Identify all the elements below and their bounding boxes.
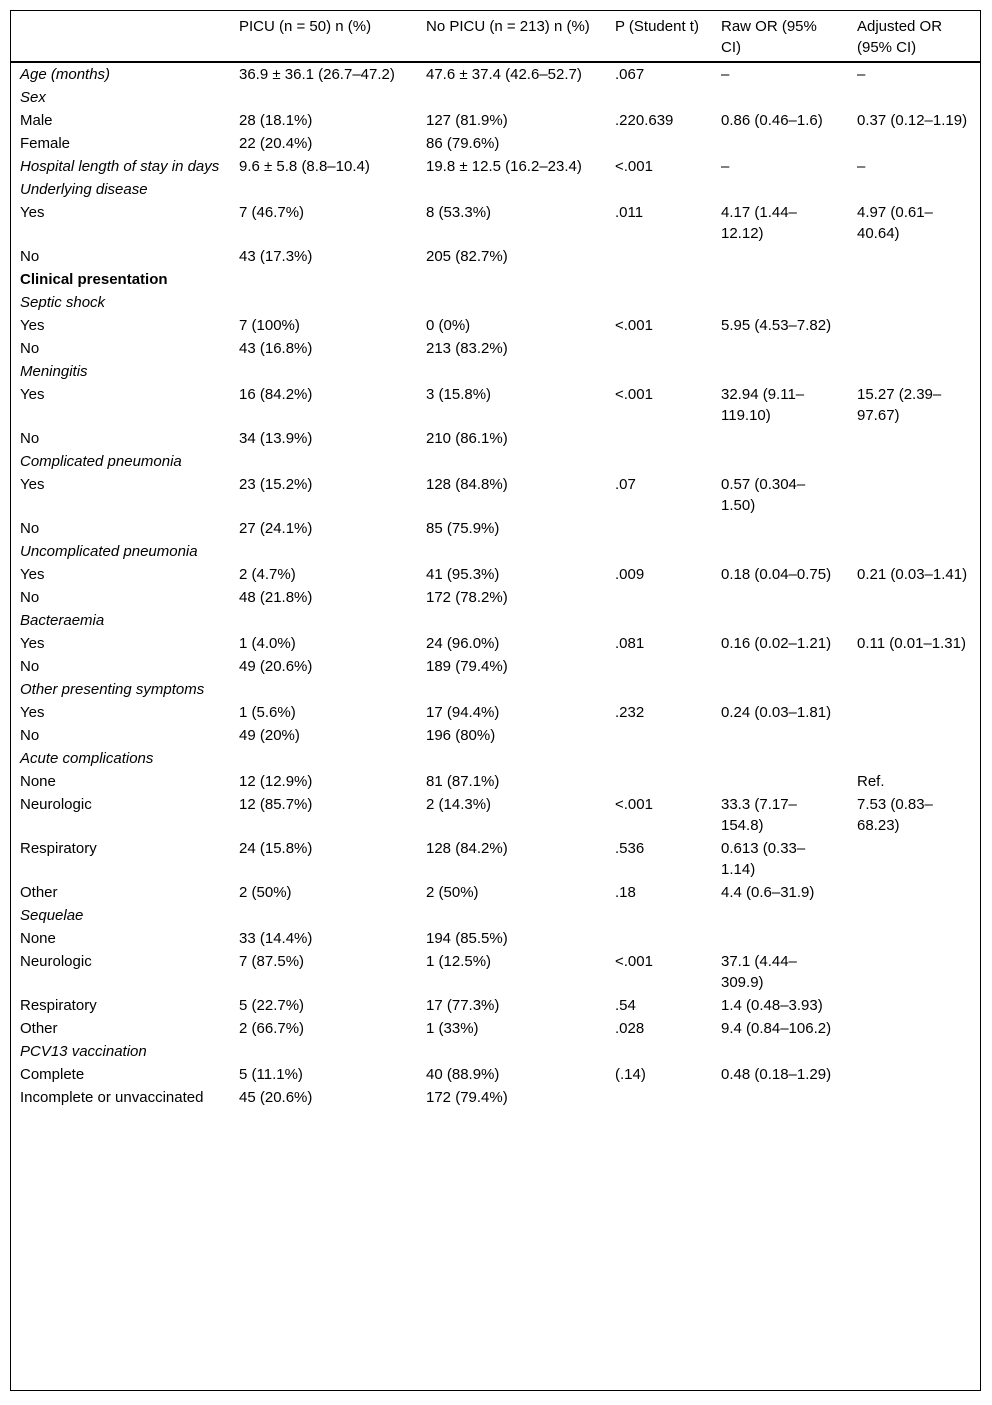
cell-picu bbox=[229, 1040, 416, 1063]
row-label: No bbox=[20, 340, 40, 357]
cell-raw-or: 0.86 (0.46–1.6) bbox=[721, 112, 823, 129]
cell-raw-or: 0.18 (0.04–0.75) bbox=[721, 566, 832, 583]
row-label: Other bbox=[20, 884, 58, 901]
cell-adjusted-or bbox=[847, 724, 981, 747]
cell-no-picu: 210 (86.1%) bbox=[426, 430, 508, 447]
row-label: Incomplete or unvaccinated bbox=[20, 1089, 204, 1106]
cell-picu: 2 (50%) bbox=[239, 884, 292, 901]
row-label: Complete bbox=[20, 1066, 85, 1083]
table-row bbox=[10, 268, 981, 291]
row-label: Complicated pneumonia bbox=[20, 453, 182, 470]
cell-picu bbox=[229, 904, 416, 927]
cell-raw-or bbox=[711, 360, 847, 383]
table-row bbox=[10, 1086, 981, 1109]
row-label: Sequelae bbox=[20, 907, 84, 924]
table-row bbox=[10, 383, 981, 427]
table-row bbox=[10, 245, 981, 268]
cell-p-value bbox=[605, 1086, 711, 1109]
cell-raw-or bbox=[711, 770, 847, 793]
cell-adjusted-or bbox=[847, 132, 981, 155]
table-row bbox=[10, 994, 981, 1017]
row-label: Clinical presentation bbox=[20, 271, 168, 288]
cell-adjusted-or bbox=[847, 837, 981, 881]
cell-no-picu bbox=[416, 747, 605, 770]
row-label: Neurologic bbox=[20, 796, 92, 813]
cell-raw-or bbox=[711, 517, 847, 540]
row-label: No bbox=[20, 430, 40, 447]
cell-adjusted-or bbox=[847, 473, 981, 517]
cell-adjusted-or bbox=[847, 360, 981, 383]
row-label: Yes bbox=[20, 476, 45, 493]
row-label: Age (months) bbox=[20, 66, 111, 83]
cell-adjusted-or bbox=[847, 1063, 981, 1086]
cell-p-value: <.001 bbox=[615, 386, 653, 403]
cell-picu: 1 (5.6%) bbox=[239, 704, 296, 721]
cell-no-picu bbox=[416, 360, 605, 383]
cell-adjusted-or bbox=[847, 450, 981, 473]
cell-picu bbox=[229, 540, 416, 563]
cell-p-value: .232 bbox=[615, 704, 645, 721]
cell-raw-or bbox=[711, 132, 847, 155]
row-label: Yes bbox=[20, 204, 45, 221]
table-row bbox=[10, 655, 981, 678]
cell-adjusted-or bbox=[847, 245, 981, 268]
cell-adjusted-or bbox=[847, 994, 981, 1017]
cell-no-picu bbox=[416, 86, 605, 109]
cell-picu bbox=[229, 268, 416, 291]
cell-adjusted-or: Ref. bbox=[857, 773, 885, 790]
cell-raw-or: 0.48 (0.18–1.29) bbox=[721, 1066, 832, 1083]
cell-no-picu bbox=[416, 540, 605, 563]
cell-picu: 7 (46.7%) bbox=[239, 204, 305, 221]
cell-raw-or bbox=[711, 904, 847, 927]
cell-no-picu: 81 (87.1%) bbox=[426, 773, 500, 790]
row-label: Yes bbox=[20, 566, 45, 583]
cell-p-value: .009 bbox=[615, 566, 645, 583]
cell-adjusted-or bbox=[847, 609, 981, 632]
table-row bbox=[10, 724, 981, 747]
cell-no-picu: 194 (85.5%) bbox=[426, 930, 508, 947]
cell-picu bbox=[229, 450, 416, 473]
cell-p-value bbox=[605, 586, 711, 609]
cell-no-picu: 85 (75.9%) bbox=[426, 520, 500, 537]
cell-picu bbox=[229, 678, 416, 701]
row-label: Acute complications bbox=[20, 750, 154, 767]
cell-no-picu: 19.8 ± 12.5 (16.2–23.4) bbox=[426, 158, 582, 175]
row-label: No bbox=[20, 727, 40, 744]
cell-p-value bbox=[605, 517, 711, 540]
row-label: No bbox=[20, 248, 40, 265]
cell-no-picu: 47.6 ± 37.4 (42.6–52.7) bbox=[426, 66, 582, 83]
header-blank bbox=[10, 10, 229, 62]
cell-adjusted-or: 15.27 (2.39–97.67) bbox=[857, 386, 942, 424]
cell-adjusted-or bbox=[847, 1086, 981, 1109]
table-row bbox=[10, 563, 981, 586]
cell-no-picu bbox=[416, 1040, 605, 1063]
cell-p-value bbox=[605, 904, 711, 927]
cell-raw-or: 1.4 (0.48–3.93) bbox=[721, 997, 823, 1014]
cell-adjusted-or: – bbox=[857, 158, 866, 175]
cell-adjusted-or bbox=[847, 427, 981, 450]
cell-p-value bbox=[605, 360, 711, 383]
cell-picu: 23 (15.2%) bbox=[239, 476, 313, 493]
row-label: Yes bbox=[20, 635, 45, 652]
cell-no-picu: 2 (50%) bbox=[426, 884, 479, 901]
cell-picu: 33 (14.4%) bbox=[239, 930, 313, 947]
cell-raw-or bbox=[711, 291, 847, 314]
cell-p-value: <.001 bbox=[615, 953, 653, 970]
cell-picu bbox=[229, 178, 416, 201]
table-row bbox=[10, 881, 981, 904]
row-label: Respiratory bbox=[20, 997, 97, 1014]
cell-p-value: .028 bbox=[615, 1020, 645, 1037]
cell-picu bbox=[229, 291, 416, 314]
cell-no-picu: 172 (78.2%) bbox=[426, 589, 508, 606]
cell-adjusted-or bbox=[847, 540, 981, 563]
cell-no-picu: 86 (79.6%) bbox=[426, 135, 500, 152]
table-row bbox=[10, 314, 981, 337]
cell-picu: 49 (20%) bbox=[239, 727, 300, 744]
table-row bbox=[10, 132, 981, 155]
cell-p-value: .07 bbox=[615, 476, 636, 493]
cell-p-value bbox=[605, 927, 711, 950]
cell-raw-or bbox=[711, 747, 847, 770]
row-label: Hospital length of stay in days bbox=[20, 158, 220, 175]
row-label: PCV13 vaccination bbox=[20, 1043, 147, 1060]
cell-picu: 43 (17.3%) bbox=[239, 248, 313, 265]
cell-p-value: .536 bbox=[615, 840, 645, 857]
cell-picu: 7 (100%) bbox=[239, 317, 300, 334]
table-row bbox=[10, 450, 981, 473]
cell-p-value bbox=[605, 747, 711, 770]
row-label: Yes bbox=[20, 317, 45, 334]
cell-raw-or: – bbox=[721, 66, 730, 83]
cell-no-picu: 1 (33%) bbox=[426, 1020, 479, 1037]
cell-p-value bbox=[605, 86, 711, 109]
cell-no-picu: 1 (12.5%) bbox=[426, 953, 492, 970]
cell-raw-or bbox=[711, 655, 847, 678]
table-row bbox=[10, 678, 981, 701]
cell-adjusted-or bbox=[847, 291, 981, 314]
cell-picu: 2 (66.7%) bbox=[239, 1020, 305, 1037]
cell-p-value bbox=[605, 268, 711, 291]
cell-adjusted-or: 0.11 (0.01–1.31) bbox=[857, 635, 966, 652]
cell-raw-or bbox=[711, 86, 847, 109]
cell-p-value bbox=[605, 245, 711, 268]
row-label: Other presenting symptoms bbox=[20, 681, 205, 698]
row-label: Female bbox=[20, 135, 71, 152]
table-row bbox=[10, 291, 981, 314]
row-label: Male bbox=[20, 112, 53, 129]
header-picu: PICU (n = 50) n (%) bbox=[229, 10, 416, 62]
cell-p-value bbox=[605, 609, 711, 632]
cell-no-picu: 172 (79.4%) bbox=[426, 1089, 508, 1106]
cell-adjusted-or bbox=[847, 1040, 981, 1063]
cell-adjusted-or: – bbox=[857, 66, 866, 83]
cell-no-picu bbox=[416, 678, 605, 701]
cell-picu: 16 (84.2%) bbox=[239, 386, 313, 403]
table-row bbox=[10, 201, 981, 245]
table-row bbox=[10, 178, 981, 201]
cell-adjusted-or bbox=[847, 586, 981, 609]
row-label: Respiratory bbox=[20, 840, 97, 857]
cell-p-value bbox=[605, 450, 711, 473]
cell-picu bbox=[229, 609, 416, 632]
cell-raw-or bbox=[711, 268, 847, 291]
cell-no-picu bbox=[416, 178, 605, 201]
row-label: Septic shock bbox=[20, 294, 106, 311]
cell-raw-or bbox=[711, 178, 847, 201]
cell-adjusted-or bbox=[847, 655, 981, 678]
cell-adjusted-or bbox=[847, 268, 981, 291]
cell-adjusted-or: 0.37 (0.12–1.19) bbox=[857, 112, 968, 129]
cell-no-picu: 40 (88.9%) bbox=[426, 1066, 500, 1083]
cell-adjusted-or bbox=[847, 747, 981, 770]
cell-p-value: (.14) bbox=[615, 1066, 646, 1083]
table-row bbox=[10, 586, 981, 609]
table-row bbox=[10, 540, 981, 563]
row-label: Other bbox=[20, 1020, 58, 1037]
table-row bbox=[10, 337, 981, 360]
cell-picu: 48 (21.8%) bbox=[239, 589, 313, 606]
cell-p-value bbox=[605, 678, 711, 701]
table-row bbox=[10, 360, 981, 383]
cell-p-value: <.001 bbox=[615, 317, 653, 334]
cell-no-picu bbox=[416, 268, 605, 291]
cell-raw-or bbox=[711, 609, 847, 632]
table-row bbox=[10, 632, 981, 655]
header-no-picu: No PICU (n = 213) n (%) bbox=[416, 10, 605, 62]
cell-raw-or bbox=[711, 586, 847, 609]
cell-raw-or: 4.17 (1.44–12.12) bbox=[721, 204, 797, 242]
cell-no-picu: 127 (81.9%) bbox=[426, 112, 508, 129]
row-label: Bacteraemia bbox=[20, 612, 105, 629]
cell-adjusted-or: 4.97 (0.61–40.64) bbox=[857, 204, 933, 242]
table-row bbox=[10, 517, 981, 540]
table-row bbox=[10, 770, 981, 793]
cell-p-value bbox=[605, 132, 711, 155]
cell-no-picu: 189 (79.4%) bbox=[426, 658, 508, 675]
cell-no-picu: 205 (82.7%) bbox=[426, 248, 508, 265]
cell-adjusted-or bbox=[847, 678, 981, 701]
cell-raw-or: 4.4 (0.6–31.9) bbox=[721, 884, 815, 901]
cell-adjusted-or bbox=[847, 86, 981, 109]
cell-p-value: .54 bbox=[615, 997, 636, 1014]
header-adjusted-or: Adjusted OR (95% CI) bbox=[847, 10, 981, 62]
cell-raw-or bbox=[711, 337, 847, 360]
cell-p-value bbox=[605, 655, 711, 678]
cell-adjusted-or bbox=[847, 701, 981, 724]
cell-picu: 5 (22.7%) bbox=[239, 997, 305, 1014]
row-label: None bbox=[20, 773, 56, 790]
cell-no-picu: 17 (94.4%) bbox=[426, 704, 500, 721]
cell-no-picu bbox=[416, 609, 605, 632]
table-row bbox=[10, 62, 981, 86]
cell-no-picu: 41 (95.3%) bbox=[426, 566, 500, 583]
table-row bbox=[10, 837, 981, 881]
cell-picu: 22 (20.4%) bbox=[239, 135, 313, 152]
cell-raw-or: 0.57 (0.304–1.50) bbox=[721, 476, 806, 514]
cell-raw-or bbox=[711, 724, 847, 747]
row-label: Underlying disease bbox=[20, 181, 148, 198]
results-table bbox=[10, 10, 981, 1109]
table-row bbox=[10, 427, 981, 450]
row-label: No bbox=[20, 589, 40, 606]
cell-adjusted-or: 0.21 (0.03–1.41) bbox=[857, 566, 968, 583]
row-label: None bbox=[20, 930, 56, 947]
cell-raw-or: 0.613 (0.33–1.14) bbox=[721, 840, 806, 878]
row-label: No bbox=[20, 658, 40, 675]
cell-picu: 43 (16.8%) bbox=[239, 340, 313, 357]
cell-picu: 1 (4.0%) bbox=[239, 635, 296, 652]
table-row bbox=[10, 1017, 981, 1040]
cell-raw-or: – bbox=[721, 158, 730, 175]
cell-no-picu: 196 (80%) bbox=[426, 727, 496, 744]
row-label: Yes bbox=[20, 704, 45, 721]
cell-picu bbox=[229, 360, 416, 383]
cell-no-picu: 0 (0%) bbox=[426, 317, 471, 334]
cell-p-value: .220.639 bbox=[615, 112, 674, 129]
cell-raw-or: 0.16 (0.02–1.21) bbox=[721, 635, 832, 652]
row-label: No bbox=[20, 520, 40, 537]
cell-adjusted-or bbox=[847, 904, 981, 927]
row-label: Meningitis bbox=[20, 363, 88, 380]
cell-raw-or bbox=[711, 245, 847, 268]
cell-picu: 36.9 ± 36.1 (26.7–47.2) bbox=[239, 66, 395, 83]
cell-no-picu: 17 (77.3%) bbox=[426, 997, 500, 1014]
cell-no-picu: 24 (96.0%) bbox=[426, 635, 500, 652]
table-row bbox=[10, 793, 981, 837]
cell-picu: 28 (18.1%) bbox=[239, 112, 313, 129]
cell-adjusted-or bbox=[847, 927, 981, 950]
cell-p-value bbox=[605, 540, 711, 563]
cell-picu bbox=[229, 86, 416, 109]
cell-p-value: .081 bbox=[615, 635, 645, 652]
table-row bbox=[10, 155, 981, 178]
cell-picu: 49 (20.6%) bbox=[239, 658, 313, 675]
cell-no-picu bbox=[416, 904, 605, 927]
cell-raw-or: 32.94 (9.11–119.10) bbox=[721, 386, 805, 424]
row-label: Neurologic bbox=[20, 953, 92, 970]
cell-p-value bbox=[605, 178, 711, 201]
cell-p-value: .067 bbox=[615, 66, 645, 83]
cell-picu: 24 (15.8%) bbox=[239, 840, 313, 857]
row-label: Uncomplicated pneumonia bbox=[20, 543, 198, 560]
table-row bbox=[10, 927, 981, 950]
cell-picu: 34 (13.9%) bbox=[239, 430, 313, 447]
cell-p-value: .18 bbox=[615, 884, 636, 901]
table-row bbox=[10, 950, 981, 994]
row-label: Yes bbox=[20, 386, 45, 403]
table-row bbox=[10, 904, 981, 927]
cell-no-picu: 128 (84.8%) bbox=[426, 476, 508, 493]
cell-no-picu: 3 (15.8%) bbox=[426, 386, 492, 403]
table-row bbox=[10, 1063, 981, 1086]
cell-adjusted-or: 7.53 (0.83–68.23) bbox=[857, 796, 933, 834]
cell-adjusted-or bbox=[847, 1017, 981, 1040]
cell-raw-or: 33.3 (7.17–154.8) bbox=[721, 796, 797, 834]
cell-picu: 7 (87.5%) bbox=[239, 953, 305, 970]
cell-raw-or bbox=[711, 678, 847, 701]
cell-raw-or: 37.1 (4.44–309.9) bbox=[721, 953, 797, 991]
cell-raw-or bbox=[711, 540, 847, 563]
cell-no-picu: 213 (83.2%) bbox=[426, 340, 508, 357]
cell-picu: 12 (12.9%) bbox=[239, 773, 313, 790]
cell-p-value: <.001 bbox=[615, 158, 653, 175]
cell-p-value bbox=[605, 724, 711, 747]
cell-raw-or bbox=[711, 927, 847, 950]
cell-no-picu: 128 (84.2%) bbox=[426, 840, 508, 857]
cell-raw-or bbox=[711, 450, 847, 473]
cell-p-value bbox=[605, 1040, 711, 1063]
cell-picu: 9.6 ± 5.8 (8.8–10.4) bbox=[239, 158, 370, 175]
cell-no-picu bbox=[416, 450, 605, 473]
table-body bbox=[10, 62, 981, 1109]
header-p-value: P (Student t) bbox=[605, 10, 711, 62]
cell-raw-or bbox=[711, 1040, 847, 1063]
table-row bbox=[10, 747, 981, 770]
table-row bbox=[10, 109, 981, 132]
cell-picu: 12 (85.7%) bbox=[239, 796, 313, 813]
cell-raw-or bbox=[711, 427, 847, 450]
cell-adjusted-or bbox=[847, 950, 981, 994]
cell-p-value bbox=[605, 770, 711, 793]
cell-p-value bbox=[605, 291, 711, 314]
table-row bbox=[10, 609, 981, 632]
cell-picu: 2 (4.7%) bbox=[239, 566, 296, 583]
row-label: Sex bbox=[20, 89, 46, 106]
table-row bbox=[10, 701, 981, 724]
cell-raw-or: 9.4 (0.84–106.2) bbox=[721, 1020, 832, 1037]
cell-no-picu bbox=[416, 291, 605, 314]
cell-p-value bbox=[605, 337, 711, 360]
cell-picu: 27 (24.1%) bbox=[239, 520, 313, 537]
cell-p-value: .011 bbox=[615, 204, 644, 221]
cell-adjusted-or bbox=[847, 314, 981, 337]
cell-no-picu: 8 (53.3%) bbox=[426, 204, 492, 221]
cell-raw-or: 5.95 (4.53–7.82) bbox=[721, 317, 832, 334]
table-row bbox=[10, 1040, 981, 1063]
cell-no-picu: 2 (14.3%) bbox=[426, 796, 492, 813]
header-raw-or: Raw OR (95% CI) bbox=[711, 10, 847, 62]
cell-adjusted-or bbox=[847, 178, 981, 201]
cell-adjusted-or bbox=[847, 337, 981, 360]
cell-adjusted-or bbox=[847, 881, 981, 904]
cell-p-value: <.001 bbox=[615, 796, 653, 813]
cell-picu bbox=[229, 747, 416, 770]
cell-p-value bbox=[605, 427, 711, 450]
cell-picu: 45 (20.6%) bbox=[239, 1089, 313, 1106]
table-row bbox=[10, 473, 981, 517]
cell-picu: 5 (11.1%) bbox=[239, 1066, 303, 1083]
cell-adjusted-or bbox=[847, 517, 981, 540]
cell-raw-or bbox=[711, 1086, 847, 1109]
cell-raw-or: 0.24 (0.03–1.81) bbox=[721, 704, 832, 721]
table-row bbox=[10, 86, 981, 109]
table-header-row bbox=[10, 10, 981, 62]
